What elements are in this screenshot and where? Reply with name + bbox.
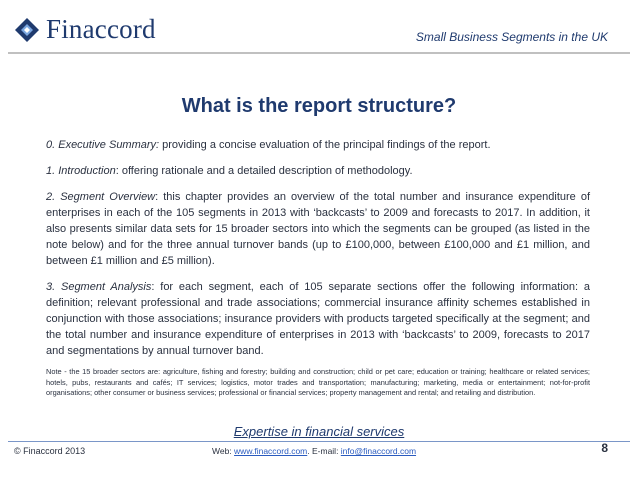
page-number: 8 — [601, 441, 608, 455]
report-structure-content — [46, 137, 590, 406]
section-text: : offering rationale and a detailed description of methodology. — [115, 165, 413, 177]
email-label: . E-mail: — [307, 446, 341, 456]
section-lead: 2. Segment Overview — [46, 191, 156, 203]
contact-info — [212, 446, 416, 456]
section-text: : this chapter provides an overview of the total number and insurance expenditure of enterprises in each of the 105 segments in 2013 with ‘backcasts’ to 2009 and forecasts to 2017. In addition, it also presents similar data sets for 15 broader sectors into which the segments can be grouped (as listed in the note below) and for the three annual turnover bands (up to £100,000, between £100,000 and £1 million, and between £1 million and £5 million). — [46, 191, 590, 267]
section-text: : for each segment, each of 105 separate sections offer the following information: a definition; relevant professional and trade associations; commercial insurance affinity schemes established in conjunction with those associations; insurance providers with products targeted specifically at the segment; and the total number and insurance expenditure of enterprises in 2013 with ‘backcasts’ to 2009, forecasts to 2017 and segmentations by annual turnover band. — [46, 281, 590, 357]
section-introduction — [46, 163, 590, 179]
footer-divider — [8, 441, 630, 442]
brand-name: Finaccord — [46, 14, 156, 44]
section-lead: 0. Executive Summary: — [46, 139, 160, 151]
section-segment-overview — [46, 189, 590, 269]
slide-subject: Small Business Segments in the UK — [415, 30, 608, 44]
tagline: Expertise in financial services — [233, 424, 405, 439]
website-link[interactable]: www.finaccord.com — [234, 446, 308, 456]
copyright: © Finaccord 2013 — [14, 446, 86, 456]
section-lead: 3. Segment Analysis — [46, 281, 152, 293]
section-text: providing a concise evaluation of the principal findings of the report. — [159, 139, 491, 151]
web-label: Web: — [212, 446, 235, 456]
header-divider — [8, 52, 630, 54]
section-lead: 1. Introduction — [46, 165, 116, 177]
diamond-logo-icon — [14, 17, 40, 43]
email-link[interactable]: info@finaccord.com — [340, 446, 417, 456]
sectors-note: Note - the 15 broader sectors are: agriculture, fishing and forestry; building and construction; child or pet care; education or training; healthcare or related services; hotels, pubs, restaurants and cafés; IT services; logistics, motor trades and transportation; manufacturing; marketing, media or entertainment; not-for-profit organisations; other consumer or business services; professional or financial services; property management and rental; and retailing and distribution. — [46, 367, 590, 397]
section-executive-summary — [46, 137, 590, 153]
section-segment-analysis — [46, 279, 590, 359]
page-title: What is the report structure? — [181, 95, 457, 117]
finaccord-logo — [14, 14, 156, 45]
